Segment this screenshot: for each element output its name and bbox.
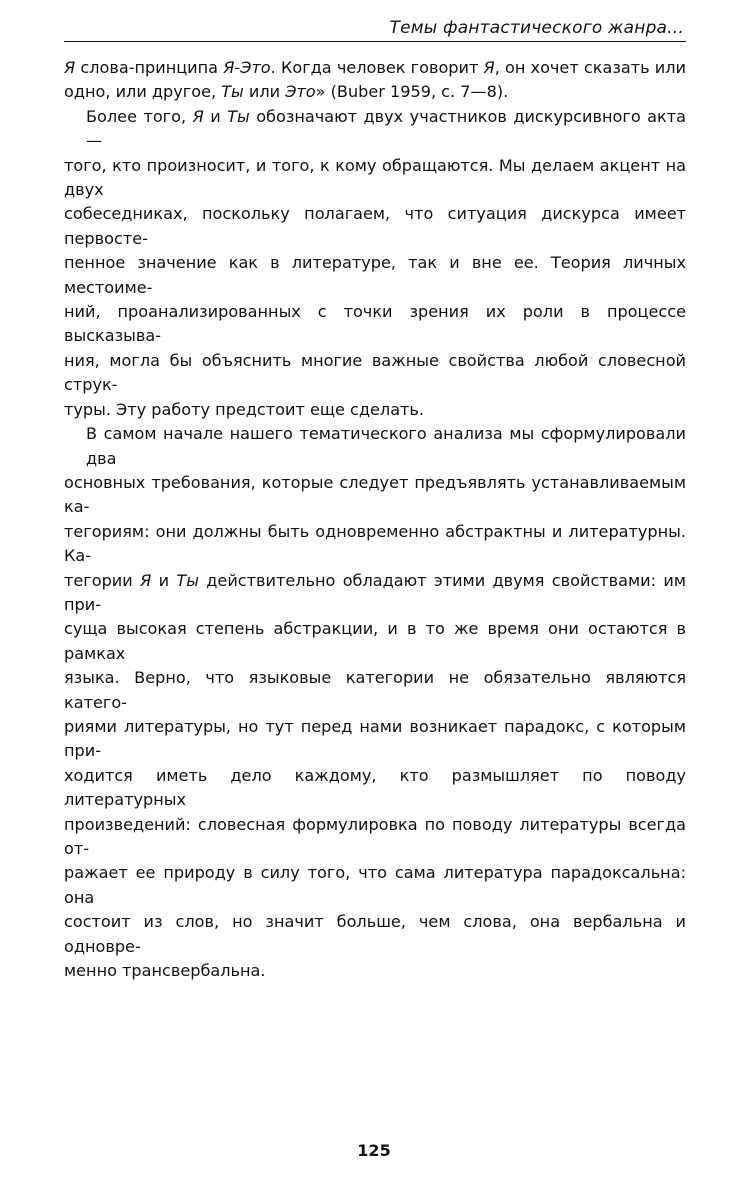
- italic-term: Ты: [221, 82, 244, 102]
- text-run: суща высокая степень абстракции, и в то же время они остаются в рамках: [64, 619, 686, 663]
- italic-term: Ты: [227, 106, 250, 126]
- text-run: туры. Эту работу предстоит еще сделать.: [64, 399, 425, 419]
- paragraph: [64, 105, 686, 422]
- text-run: ний, проанализированных с точки зрения их роли в процессе высказыва-: [64, 302, 686, 346]
- text-line: [64, 471, 686, 520]
- text-run: ходится иметь дело каждому, кто размышляет по поводу литературных: [64, 765, 686, 810]
- text-run: , он хочет сказать или: [494, 58, 686, 77]
- text-run: одно, или другое,: [64, 82, 222, 102]
- text-run: обозначают двух участников дискурсивного акта —: [86, 106, 686, 151]
- text-line: [64, 813, 686, 862]
- text-run: и: [151, 570, 177, 590]
- text-run: или: [243, 82, 286, 102]
- paragraph: [64, 56, 686, 105]
- text-run: » (Buber 1959, с. 7—8).: [315, 82, 509, 102]
- text-line: [64, 959, 686, 983]
- text-body: [64, 56, 686, 983]
- running-header: Темы фантастического жанра...: [389, 18, 684, 38]
- text-run: тегории: [64, 570, 141, 590]
- text-run: собеседниках, поскольку полагаем, что ситуация дискурса имеет первосте-: [64, 204, 686, 248]
- text-run: произведений: словесная формулировка по поводу литературы всегда от-: [64, 814, 686, 858]
- italic-term: Ты: [176, 570, 199, 590]
- text-line: [64, 251, 686, 300]
- text-run: действительно обладают этими двумя свойствами: им при-: [64, 570, 686, 614]
- text-run: пенное значение как в литературе, так и вне ее. Теория личных местоиме-: [64, 253, 686, 297]
- text-run: Более того,: [86, 106, 193, 126]
- italic-term: Я: [140, 570, 152, 590]
- header-rule: [64, 41, 686, 42]
- page-number: 125: [357, 1141, 391, 1160]
- italic-term: Я: [192, 106, 204, 126]
- text-line: [64, 617, 686, 666]
- text-run: В самом начале нашего тематического анализа мы сформулировали два: [86, 424, 686, 468]
- text-line: [64, 56, 686, 80]
- text-line: [64, 349, 686, 398]
- text-line: [64, 154, 686, 203]
- text-run: ражает ее природу в силу того, что сама литература парадоксальна: она: [64, 863, 686, 907]
- text-line: [64, 300, 686, 349]
- italic-term: Я: [64, 58, 76, 77]
- text-run: слова-принципа: [75, 58, 224, 77]
- text-run: тегориям: они должны быть одновременно абстрактны и литературны. Ка-: [64, 521, 686, 566]
- text-line: [64, 666, 686, 715]
- text-line: [64, 398, 686, 422]
- text-run: риями литературы, но тут перед нами возникает парадокс, с которым при-: [64, 716, 686, 761]
- text-line: [64, 105, 686, 154]
- text-line: [64, 520, 686, 569]
- text-line: [64, 569, 686, 618]
- text-line: [64, 764, 686, 813]
- text-line: [64, 715, 686, 764]
- italic-term: Я-Это: [223, 58, 271, 77]
- text-line: [64, 80, 686, 104]
- text-run: и: [203, 106, 228, 126]
- text-run: . Когда человек говорит: [270, 58, 484, 77]
- text-line: [64, 910, 686, 959]
- text-run: ния, могла бы объяснить многие важные свойства любой словесной струк-: [64, 350, 686, 395]
- text-run: языка. Верно, что языковые категории не обязательно являются катего-: [64, 668, 686, 712]
- text-line: [64, 202, 686, 251]
- text-run: того, кто произносит, и того, к кому обращаются. Мы делаем акцент на двух: [64, 155, 686, 200]
- text-run: менно трансвербальна.: [64, 961, 266, 981]
- text-run: состоит из слов, но значит больше, чем слова, она вербальна и одновре-: [64, 912, 686, 956]
- italic-term: Я: [483, 58, 495, 77]
- italic-term: Это: [285, 82, 316, 102]
- paragraph: [64, 422, 686, 983]
- text-run: основных требования, которые следует предъявлять устанавливаемым ка-: [64, 472, 686, 517]
- text-line: [64, 422, 686, 471]
- text-line: [64, 861, 686, 910]
